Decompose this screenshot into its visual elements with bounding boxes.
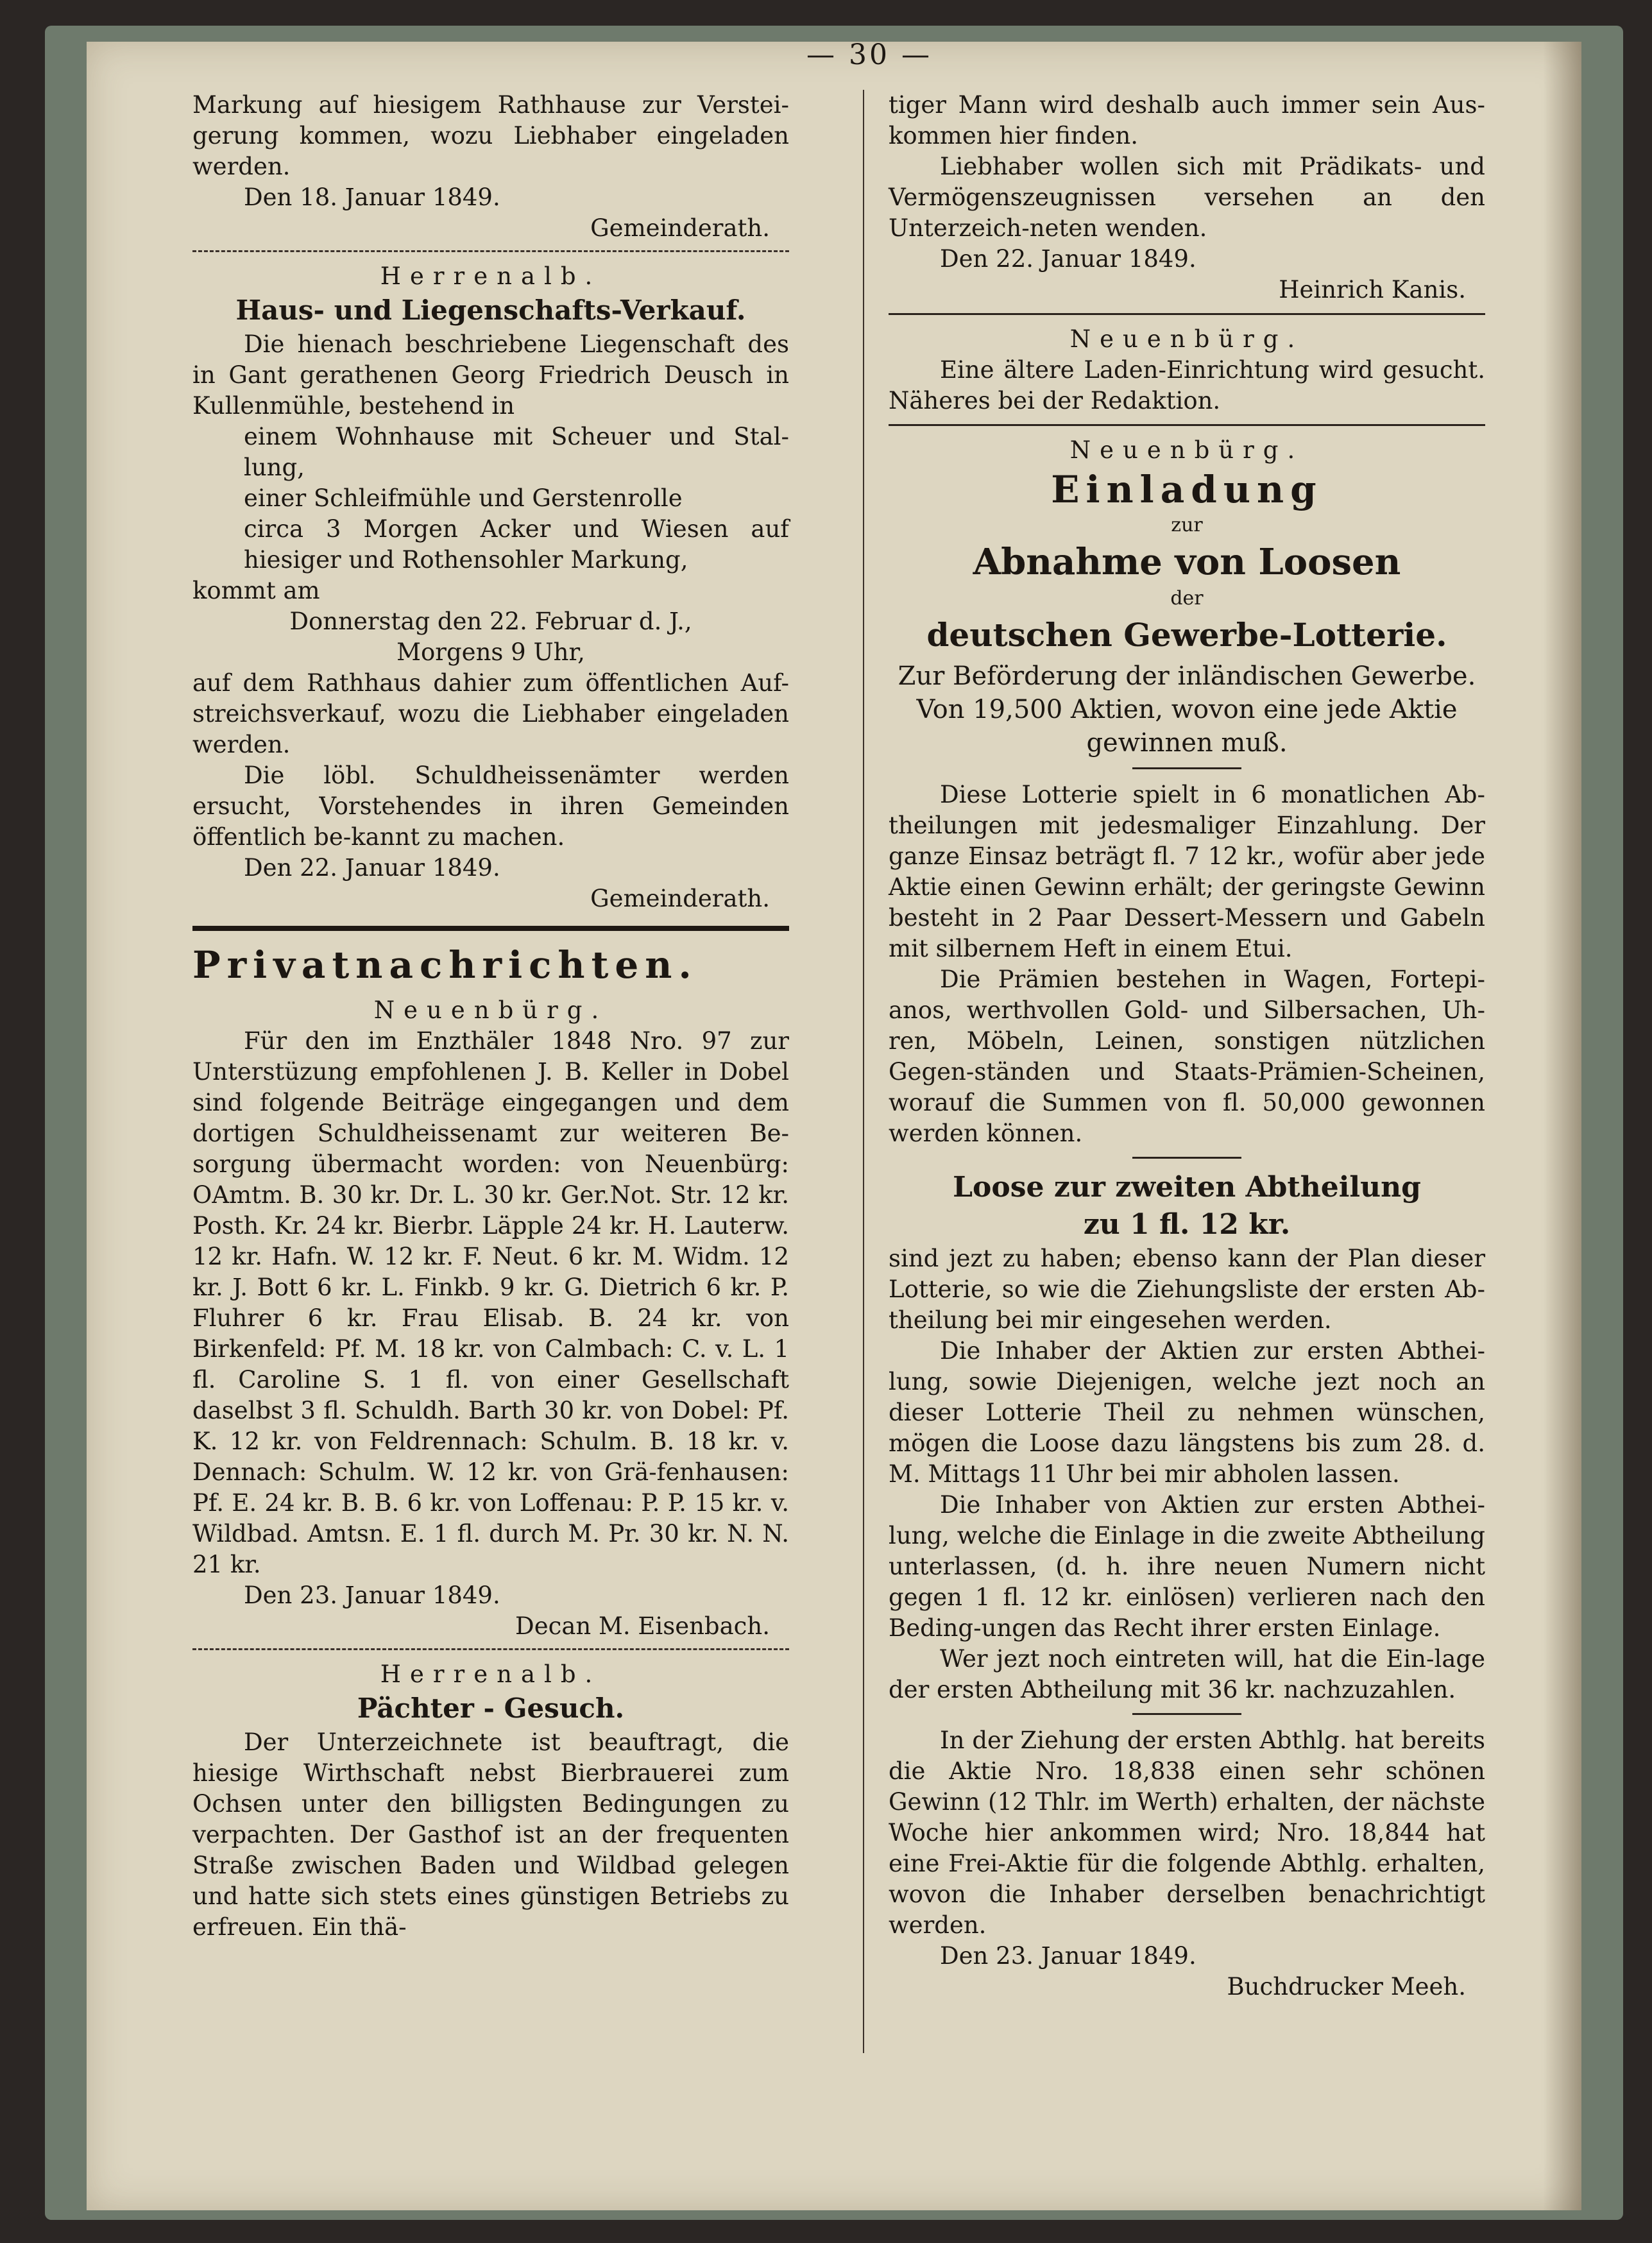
separator	[192, 250, 789, 252]
notice-signature: Decan M. Eisenbach.	[515, 1612, 770, 1640]
property-item: einem Wohnhause mit Scheuer und Stal-lung,	[244, 423, 789, 481]
property-item: einer Schleifmühle und Gerstenrolle	[244, 484, 683, 512]
notice-paragraph: auf dem Rathhaus dahier zum öffentlichen Auf-streichsverkauf, wozu die Liebhaber eingeladen werden.	[192, 669, 789, 758]
section-rule	[192, 926, 789, 931]
notice-paragraph: Eine ältere Laden-Einrichtung wird gesucht. Näheres bei der Redaktion.	[889, 356, 1485, 414]
notice-paragraph: Der Unterzeichnete ist beauftragt, die hiesige Wirthschaft nebst Bierbrauerei zum Ochsen unter den billigsten Bedingungen zu verpachten. Der Gasthof ist an der frequenten Straße zwischen Baden und Wildbad gelegen und hatte sich stets eines günstigen Betriebs zu erfreuen. Ein thä-	[192, 1728, 789, 1941]
ad-title-3: deutschen Gewerbe-Lotterie.	[926, 616, 1447, 654]
separator	[889, 313, 1485, 315]
left-column	[192, 90, 789, 1943]
right-column	[889, 90, 1485, 2002]
auction-date: Donnerstag den 22. Februar d. J.,	[289, 608, 692, 635]
ad-title-2: Abnahme von Loosen	[973, 541, 1401, 583]
intro-signature: Gemeinderath.	[590, 214, 770, 242]
notice-place: Neuenbürg.	[373, 996, 608, 1024]
notice-date: Den 22. Januar 1849.	[940, 245, 1196, 273]
notice-place: Herrenalb.	[380, 1660, 602, 1688]
ad-date: Den 23. Januar 1849.	[940, 1942, 1196, 1970]
notice-paragraph: Liebhaber wollen sich mit Prädikats- und Vermögenszeugnissen versehen an den Unterzeich-neten wenden.	[889, 153, 1485, 242]
page-number: — 30 —	[806, 38, 932, 71]
ad-paragraph: Die Inhaber von Aktien zur ersten Abthei-lung, welche die Einlage in die zweite Abtheilung unterlassen, (d. h. ihre neuen Numern nicht gegen 1 fl. 12 kr. einlösen) verlieren nach den Beding-ungen das Recht ihrer ersten Einlage.	[889, 1491, 1485, 1642]
notice-signature: Gemeinderath.	[590, 885, 770, 912]
column-divider	[863, 90, 864, 2053]
notice-signature: Heinrich Kanis.	[1279, 276, 1466, 303]
short-rule	[1132, 1157, 1241, 1159]
ad-paragraph: Die Prämien bestehen in Wagen, Fortepi-anos, werthvollen Gold- und Silbersachen, Uh-ren, Möbeln, Leinen, sonstigen nützlichen Gegen-ständen und Staats-Prämien-Scheinen, worauf die Summen von fl. 50,000 gewonnen werden können.	[889, 966, 1485, 1147]
ad-paragraph: Die Inhaber der Aktien zur ersten Abthei-lung, sowie Diejenigen, welche jezt noch an dieser Lotterie Theil zu nehmen wünschen, mögen die Loose dazu längstens bis zum 28. d. M. Mittags 11 Uhr bei mir abholen lassen.	[889, 1337, 1485, 1488]
notice-date: Den 22. Januar 1849.	[244, 854, 500, 882]
auction-time: Morgens 9 Uhr,	[396, 638, 585, 666]
intro-text: Markung auf hiesigem Rathhause zur Verstei-gerung kommen, wozu Liebhaber eingeladen werden.	[192, 91, 789, 180]
ad-paragraph: Wer jezt noch eintreten will, hat die Ein-lage der ersten Abtheilung mit 36 kr. nachzuzahlen.	[889, 1645, 1485, 1703]
notice-date: Den 23. Januar 1849.	[244, 1582, 500, 1609]
ad-paragraph: Diese Lotterie spielt in 6 monatlichen Ab-theilungen mit jedesmaliger Einzahlung. Der ganze Einsaz beträgt fl. 7 12 kr., wofür aber jede Aktie einen Gewinn erhält; der geringste Gewinn besteht in 2 Paar Dessert-Messern und Gabeln mit silbernem Heft in einem Etui.	[889, 781, 1485, 962]
page-edge-shadow	[1543, 42, 1581, 2210]
ad-title: Einladung	[1051, 468, 1323, 511]
ad-subtitle: Zur Beförderung der inländischen Gewerbe.	[898, 661, 1476, 691]
ad-subtitle: Von 19,500 Aktien, wovon eine jede Aktie gewinnen muß.	[916, 695, 1458, 758]
notice-title: Haus- und Liegenschafts-Verkauf.	[235, 294, 746, 326]
section-title: Privatnachrichten.	[192, 943, 698, 987]
ad-paragraph: sind jezt zu haben; ebenso kann der Plan dieser Lotterie, so wie die Ziehungsliste der ersten Ab-theilung bei mir eingesehen werden.	[889, 1245, 1485, 1334]
separator	[192, 1648, 789, 1650]
ad-connector: der	[1170, 587, 1204, 610]
separator	[889, 424, 1485, 426]
notice-paragraph: kommt am	[192, 577, 320, 604]
notice-place: Herrenalb.	[380, 262, 602, 290]
notice-paragraph: Die löbl. Schuldheissenämter werden ersucht, Vorstehendes in ihren Gemeinden öffentlich be-kannt zu machen.	[192, 762, 789, 851]
property-item: circa 3 Morgen Acker und Wiesen auf hiesiger und Rothensohler Markung,	[244, 515, 789, 574]
notice-place: Neuenbürg.	[1069, 436, 1304, 464]
ad-paragraph: In der Ziehung der ersten Abthlg. hat bereits die Aktie Nro. 18,838 einen sehr schönen Gewinn (12 Thlr. im Werth) erhalten, der nächste Woche hier ankommen wird; Nro. 18,844 hat eine Frei-Aktie für die folgende Abthlg. erhalten, wovon die Inhaber derselben benachrichtigt werden.	[889, 1727, 1485, 1939]
notice-title: Pächter - Gesuch.	[357, 1693, 625, 1724]
intro-date: Den 18. Januar 1849.	[244, 183, 500, 211]
short-rule	[1132, 767, 1241, 769]
notice-place: Neuenbürg.	[1069, 325, 1304, 353]
ad-connector: zur	[1171, 514, 1203, 536]
ad-heading: Loose zur zweiten Abtheilung	[953, 1171, 1421, 1204]
ad-signature: Buchdrucker Meeh.	[1227, 1973, 1466, 2000]
notice-paragraph: Für den im Enzthäler 1848 Nro. 97 zur Unterstüzung empfohlenen J. B. Keller in Dobel sind folgende Beiträge eingegangen und dem dortigen Schuldheissenamt zur weiteren Be-sorgung übermacht worden: von Neuenbürg: OAmtm. B. 30 kr. Dr. L. 30 kr. Ger.Not. Str. 12 kr. Posth. Kr. 24 kr. Bierbr. Läpple 24 kr. H. Lauterw. 12 kr. Hafn. W. 12 kr. F. Neut. 6 kr. M. Widm. 12 kr. J. Bott 6 kr. L. Finkb. 9 kr. G. Dietrich 6 kr. P. Fluhrer 6 kr. Frau Elisab. B. 24 kr. von Birkenfeld: Pf. M. 18 kr. von Calmbach: C. v. L. 1 fl. Caroline S. 1 fl. von einer Gesellschaft daselbst 3 fl. Schuldh. Barth 30 kr. von Dobel: Pf. K. 12 kr. von Feldrennach: Schulm. B. 18 kr. v. Dennach: Schulm. W. 12 kr. von Grä-fenhausen: Pf. E. 24 kr. B. B. 6 kr. von Loffenau: P. P. 15 kr. v. Wildbad. Amtsn. E. 1 fl. durch M. Pr. 30 kr. N. N. 21 kr.	[192, 1027, 789, 1578]
short-rule	[1132, 1713, 1241, 1715]
ad-heading: zu 1 fl. 12 kr.	[1083, 1208, 1291, 1241]
notice-paragraph: Die hienach beschriebene Liegenschaft des in Gant gerathenen Georg Friedrich Deusch in Kullenmühle, bestehend in	[192, 330, 789, 420]
notice-paragraph: tiger Mann wird deshalb auch immer sein Aus-kommen hier finden.	[889, 91, 1485, 149]
